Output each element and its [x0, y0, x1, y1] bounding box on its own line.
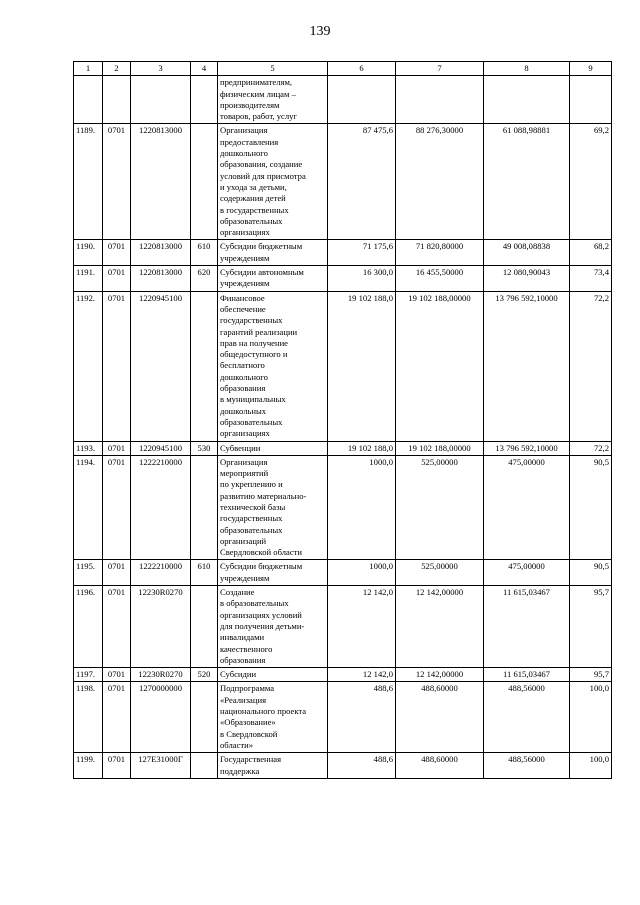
target-code-cell: 1222210000	[131, 560, 191, 586]
expense-type-cell	[191, 291, 218, 441]
adjusted-amount-cell: 488,60000	[396, 682, 484, 753]
expense-type-cell	[191, 455, 218, 560]
target-code-cell	[131, 76, 191, 124]
table-row	[74, 682, 612, 753]
expense-type-cell	[191, 124, 218, 240]
adjusted-amount-cell	[396, 76, 484, 124]
table-row	[74, 441, 612, 455]
table-row	[74, 240, 612, 266]
table-row	[74, 266, 612, 292]
budget-table	[73, 61, 612, 779]
section-code-cell: 0701	[103, 682, 131, 753]
description-cell: Субсидии	[218, 668, 328, 682]
percent-cell: 69,2	[570, 124, 612, 240]
target-code-cell: 12230R0270	[131, 668, 191, 682]
executed-amount-cell: 12 080,90043	[484, 266, 570, 292]
description-cell: Организация мероприятий по укреплению и развитию материально- технической базы государственных образовательных организаций Свердловской области	[218, 455, 328, 560]
section-code-cell: 0701	[103, 668, 131, 682]
percent-cell: 95,7	[570, 668, 612, 682]
planned-amount-cell: 87 475,6	[328, 124, 396, 240]
target-code-cell: 1220813000	[131, 124, 191, 240]
description-cell: Создание в образовательных организациях условий для получения детьми- инвалидами качественного образования	[218, 586, 328, 668]
executed-amount-cell: 49 008,08838	[484, 240, 570, 266]
percent-cell: 73,4	[570, 266, 612, 292]
expense-type-cell: 520	[191, 668, 218, 682]
executed-amount-cell	[484, 76, 570, 124]
percent-cell: 68,2	[570, 240, 612, 266]
adjusted-amount-cell: 525,00000	[396, 560, 484, 586]
adjusted-amount-cell: 88 276,30000	[396, 124, 484, 240]
target-code-cell: 1220945100	[131, 291, 191, 441]
planned-amount-cell: 19 102 188,0	[328, 291, 396, 441]
adjusted-amount-cell: 488,60000	[396, 753, 484, 779]
target-code-cell: 1222210000	[131, 455, 191, 560]
executed-amount-cell: 11 615,03467	[484, 668, 570, 682]
section-code-cell: 0701	[103, 124, 131, 240]
planned-amount-cell: 1000,0	[328, 560, 396, 586]
column-header: 4	[191, 62, 218, 76]
adjusted-amount-cell: 525,00000	[396, 455, 484, 560]
expense-type-cell	[191, 682, 218, 753]
column-header: 2	[103, 62, 131, 76]
section-code-cell: 0701	[103, 560, 131, 586]
percent-cell: 72,2	[570, 441, 612, 455]
description-cell: Организация предоставления дошкольного образования, создание условий для присмотра и ухода за детьми, содержания детей в государственных образовательных организациях	[218, 124, 328, 240]
expense-type-cell	[191, 753, 218, 779]
planned-amount-cell: 12 142,0	[328, 668, 396, 682]
column-header: 3	[131, 62, 191, 76]
planned-amount-cell: 488,6	[328, 753, 396, 779]
row-number-cell: 1192.	[74, 291, 103, 441]
adjusted-amount-cell: 16 455,50000	[396, 266, 484, 292]
column-header: 5	[218, 62, 328, 76]
section-code-cell: 0701	[103, 240, 131, 266]
percent-cell: 72,2	[570, 291, 612, 441]
target-code-cell: 1220813000	[131, 266, 191, 292]
executed-amount-cell: 475,00000	[484, 455, 570, 560]
table-row	[74, 76, 612, 124]
expense-type-cell: 530	[191, 441, 218, 455]
expense-type-cell	[191, 586, 218, 668]
description-cell: Субсидии бюджетным учреждениям	[218, 240, 328, 266]
planned-amount-cell: 71 175,6	[328, 240, 396, 266]
table-row	[74, 668, 612, 682]
row-number-cell: 1195.	[74, 560, 103, 586]
executed-amount-cell: 61 088,98881	[484, 124, 570, 240]
row-number-cell: 1189.	[74, 124, 103, 240]
description-cell: Субвенции	[218, 441, 328, 455]
row-number-cell: 1191.	[74, 266, 103, 292]
page-number: 139	[309, 24, 331, 39]
section-code-cell: 0701	[103, 586, 131, 668]
section-code-cell: 0701	[103, 441, 131, 455]
planned-amount-cell: 488,6	[328, 682, 396, 753]
row-number-cell: 1194.	[74, 455, 103, 560]
percent-cell: 100,0	[570, 753, 612, 779]
description-cell: Финансовое обеспечение государственных гарантий реализации прав на получение общедоступного и бесплатного дошкольного образования в муниципальных дошкольных образовательных организациях	[218, 291, 328, 441]
description-cell: предпринимателям, физическим лицам – производителям товаров, работ, услуг	[218, 76, 328, 124]
row-number-cell: 1190.	[74, 240, 103, 266]
row-number-cell: 1193.	[74, 441, 103, 455]
expense-type-cell: 610	[191, 560, 218, 586]
percent-cell: 90,5	[570, 455, 612, 560]
adjusted-amount-cell: 19 102 188,00000	[396, 441, 484, 455]
description-cell: Субсидии автономным учреждениям	[218, 266, 328, 292]
planned-amount-cell	[328, 76, 396, 124]
expense-type-cell: 610	[191, 240, 218, 266]
column-header: 9	[570, 62, 612, 76]
row-number-cell: 1197.	[74, 668, 103, 682]
table-row	[74, 124, 612, 240]
row-number-cell: 1199.	[74, 753, 103, 779]
column-header: 8	[484, 62, 570, 76]
executed-amount-cell: 13 796 592,10000	[484, 441, 570, 455]
target-code-cell: 1270000000	[131, 682, 191, 753]
table-row	[74, 586, 612, 668]
column-header: 7	[396, 62, 484, 76]
row-number-cell: 1198.	[74, 682, 103, 753]
adjusted-amount-cell: 71 820,80000	[396, 240, 484, 266]
description-cell: Подпрограмма «Реализация национального проекта «Образование» в Свердловской области»	[218, 682, 328, 753]
target-code-cell: 1220813000	[131, 240, 191, 266]
target-code-cell: 127E31000Г	[131, 753, 191, 779]
description-cell: Субсидии бюджетным учреждениям	[218, 560, 328, 586]
percent-cell: 90,5	[570, 560, 612, 586]
section-code-cell	[103, 76, 131, 124]
adjusted-amount-cell: 12 142,00000	[396, 586, 484, 668]
table-row	[74, 455, 612, 560]
planned-amount-cell: 1000,0	[328, 455, 396, 560]
row-number-cell: 1196.	[74, 586, 103, 668]
percent-cell: 100,0	[570, 682, 612, 753]
planned-amount-cell: 12 142,0	[328, 586, 396, 668]
expense-type-cell: 620	[191, 266, 218, 292]
target-code-cell: 12230R0270	[131, 586, 191, 668]
target-code-cell: 1220945100	[131, 441, 191, 455]
table-body	[74, 76, 612, 779]
table-row	[74, 753, 612, 779]
description-cell: Государственная поддержка	[218, 753, 328, 779]
table-row	[74, 291, 612, 441]
executed-amount-cell: 488,56000	[484, 753, 570, 779]
table-row	[74, 560, 612, 586]
percent-cell	[570, 76, 612, 124]
percent-cell: 95,7	[570, 586, 612, 668]
planned-amount-cell: 16 300,0	[328, 266, 396, 292]
executed-amount-cell: 488,56000	[484, 682, 570, 753]
executed-amount-cell: 13 796 592,10000	[484, 291, 570, 441]
row-number-cell	[74, 76, 103, 124]
section-code-cell: 0701	[103, 291, 131, 441]
adjusted-amount-cell: 19 102 188,00000	[396, 291, 484, 441]
section-code-cell: 0701	[103, 753, 131, 779]
executed-amount-cell: 11 615,03467	[484, 586, 570, 668]
planned-amount-cell: 19 102 188,0	[328, 441, 396, 455]
section-code-cell: 0701	[103, 266, 131, 292]
section-code-cell: 0701	[103, 455, 131, 560]
adjusted-amount-cell: 12 142,00000	[396, 668, 484, 682]
column-header: 1	[74, 62, 103, 76]
expense-type-cell	[191, 76, 218, 124]
column-header: 6	[328, 62, 396, 76]
header-row	[74, 62, 612, 76]
executed-amount-cell: 475,00000	[484, 560, 570, 586]
